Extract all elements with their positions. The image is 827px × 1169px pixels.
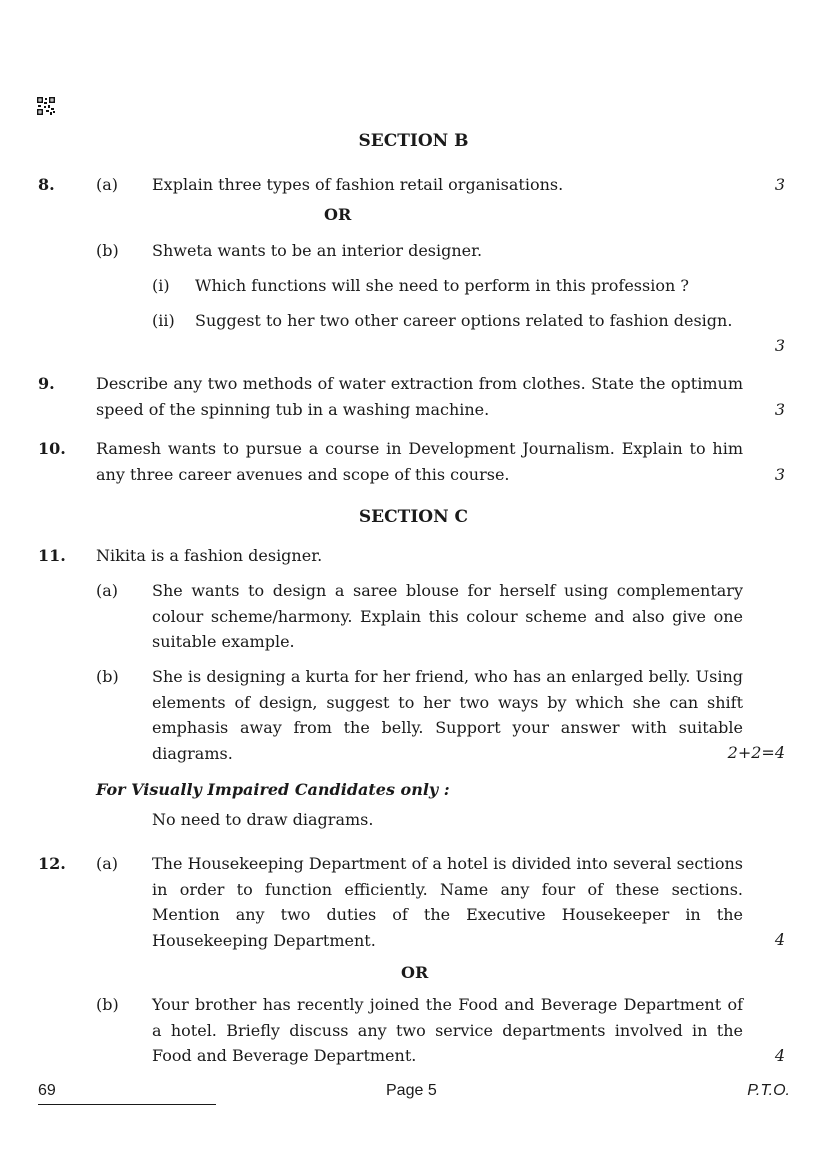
q10-text: Ramesh wants to pursue a course in Development Journalism. Explain to him any three career avenues and scope of this course. [96,439,743,484]
q9-text: Describe any two methods of water extraction from clothes. State the optimum speed of the spinning tub in a washing machine. [96,374,743,419]
q8-b-ii-text: Suggest to her two other career options related to fashion design. [195,311,733,330]
q12-or: OR [401,963,429,982]
section-b-heading: SECTION B [358,131,469,151]
q8-b-label: (b) [96,241,119,260]
q12-a-text: The Housekeeping Department of a hotel is divided into several sections in order to function efficiently. Name any four of these sections. Mention any two duties of the Executive Housekeeper in the Housekeeping Department. [152,854,743,950]
q11-b-label: (b) [96,667,119,686]
q8-b-marks: 3 [774,336,785,355]
q12-b-marks: 4 [774,1046,785,1065]
section-c-heading: SECTION C [358,507,469,527]
q8-b-i-text: Which functions will she need to perform in this profession ? [195,276,689,295]
q12-a-marks: 4 [774,930,785,949]
q8-a-label: (a) [96,175,119,194]
q11-b-text: She is designing a kurta for her friend, who has an enlarged belly. Using elements of design, suggest to her two ways by which she can shift emphasis away from the belly. Support your answer with suitable diagrams. [152,667,743,763]
visually-impaired-note: No need to draw diagrams. [152,810,374,829]
q10-marks: 3 [774,465,785,484]
q12-b-label: (b) [96,995,119,1014]
q8-b-i-label: (i) [152,276,170,295]
q8-or: OR [324,205,352,224]
q12-a-label: (a) [96,854,119,873]
question-10-number: 10. [38,439,66,458]
question-8-number: 8. [38,175,55,194]
q12-b-text: Your brother has recently joined the Food and Beverage Department of a hotel. Briefly discuss any two service departments involved in the Food and Beverage Department. [152,995,743,1065]
footer-page-number: Page 5 [386,1082,437,1099]
question-12-number: 12. [38,854,66,873]
q9-marks: 3 [774,400,785,419]
q8-a-marks: 3 [774,175,785,194]
q8-b-ii-label: (ii) [152,311,175,330]
q11-a-text: She wants to design a saree blouse for herself using complementary colour scheme/harmony. Explain this colour scheme and also give one suitable example. [152,581,743,651]
q11-marks: 2+2=4 [727,743,785,762]
footer-paper-code: 69 [38,1082,56,1099]
q8-a-text: Explain three types of fashion retail organisations. [152,175,564,194]
footer-rule [38,1104,216,1105]
q11-intro: Nikita is a fashion designer. [96,546,323,565]
q8-b-text: Shweta wants to be an interior designer. [152,241,483,260]
question-9-number: 9. [38,374,55,393]
q11-a-label: (a) [96,581,119,600]
qr-code-icon [37,97,55,115]
question-11-number: 11. [38,546,66,565]
footer-pto: P.T.O. [747,1082,790,1099]
visually-impaired-heading: For Visually Impaired Candidates only : [96,780,450,799]
